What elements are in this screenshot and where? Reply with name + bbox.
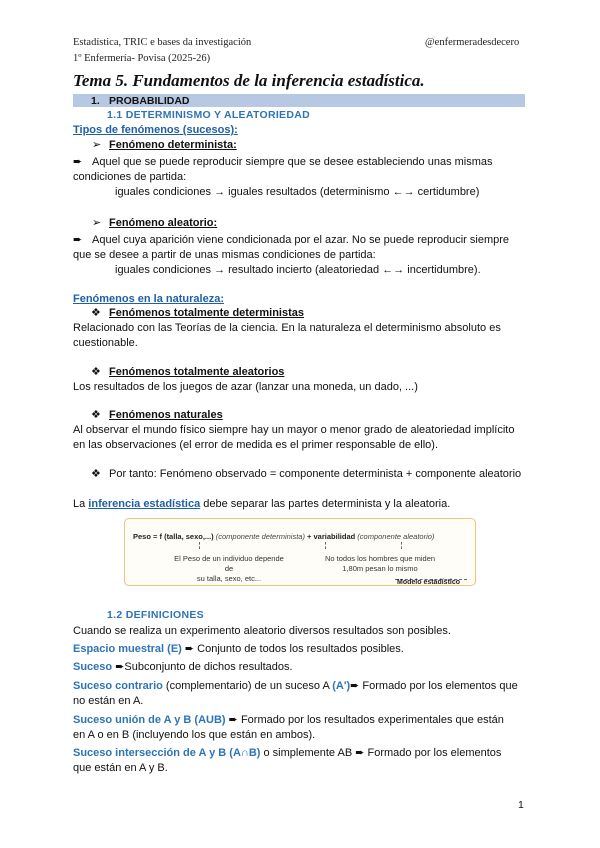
arrow-bullet-icon: ➢ (92, 139, 102, 151)
ale-line1: Aquel cuya aparición viene condicionada por el azar. No se puede reproducir siempre (92, 234, 510, 246)
nat-line1: Al observar el mundo físico siempre hay un mayor o menor grado de aleatoriedad implícito (73, 424, 515, 436)
arrow-bullet-icon: ➢ (92, 217, 102, 229)
nat-line2: en las observaciones (el error de medida es el primer responsable de ello). (73, 439, 439, 451)
ale-heading: Fenómeno aleatorio: (109, 217, 218, 229)
left-note-line1: El Peso de un individuo depende de (174, 554, 284, 573)
esp-text: Conjunto de todos los resultados posibles. (197, 643, 404, 655)
nat-heading: Fenómenos naturales (109, 409, 223, 421)
eq-comp-ale: (componente aleatorio) (357, 532, 435, 541)
suc-term: Suceso (73, 661, 113, 673)
inferencia-post: debe separar las partes determinista y la aleatoria. (200, 498, 451, 510)
header-course: Estadística, TRIC e bases da investigación (73, 37, 252, 48)
ale-line2: que se desee a partir de unas mismas condiciones de partida: (73, 249, 376, 261)
hand-bullet-icon: ➨ (355, 747, 365, 759)
uni-text2: en A o en B (incluyendo los que están en ambos). (73, 729, 316, 741)
hand-bullet-icon: ➨ (228, 714, 238, 726)
right-note-line2: 1,80m pesan lo mismo (342, 564, 418, 573)
con-sym: (A') (332, 680, 351, 692)
star-bullet-icon: ❖ (91, 409, 101, 421)
tipos-heading: Tipos de fenómenos (sucesos): (73, 124, 238, 136)
eq-peso: Peso (133, 532, 151, 541)
star-bullet-icon: ❖ (91, 366, 101, 378)
connector-line (325, 542, 326, 549)
connector-line (401, 542, 402, 549)
page-title: Tema 5. Fundamentos de la inferencia estadística. (73, 71, 425, 90)
model-equation (133, 532, 434, 541)
uni-text1: Formado por los resultados experimentales que están (240, 714, 504, 726)
inferencia-line (73, 497, 450, 512)
hand-bullet-icon: ➨ (73, 234, 83, 246)
con-term: Suceso contrario (73, 680, 163, 692)
por-tanto-line: Por tanto: Fenómeno observado = componente determinista + componente aleatorio (109, 468, 522, 480)
def-interseccion (73, 746, 501, 761)
int-text1: o simplemente AB (260, 747, 356, 759)
det-line3: iguales condiciones → iguales resultados (determinismo ←→ certidumbre) (115, 186, 480, 198)
det-line1: Aquel que se puede reproducir siempre que se desee estableciendo unas mismas (92, 156, 493, 168)
diagram-caption: Modelo estadístico (397, 579, 461, 586)
tot-det-line1: Relacionado con las Teorías de la ciencia. En la naturaleza el determinismo absoluto es (73, 322, 501, 334)
tot-det-heading: Fenómenos totalmente deterministas (109, 307, 304, 319)
statistical-model-diagram (124, 518, 476, 586)
suc-text: Subconjunto de dichos resultados. (124, 661, 293, 673)
eq-comp-det: (componente determinista) (215, 532, 305, 541)
section-number: 1. (91, 95, 100, 107)
right-note (321, 554, 439, 574)
det-heading: Fenómeno determinista: (109, 139, 237, 151)
tot-ale-line1: Los resultados de los juegos de azar (lanzar una moneda, un dado, ...) (73, 381, 418, 393)
page-number: 1 (518, 799, 524, 811)
connector-line (199, 542, 200, 549)
uni-term: Suceso unión de A y B (AUB) (73, 714, 226, 726)
ale-line3: iguales condiciones → resultado incierto (aleatoriedad ←→ incertidumbre). (115, 264, 481, 276)
inferencia-link[interactable]: inferencia estadística (88, 498, 201, 510)
int-term: Suceso intersección de A y B (A∩B) (73, 747, 261, 759)
esp-term: Espacio muestral (E) (73, 643, 182, 655)
subsection-1-2: 1.2 DEFINICIONES (107, 609, 204, 621)
right-note-line1: No todos los hombres que miden (324, 554, 436, 563)
con-text2: no están en A. (73, 695, 144, 707)
def-contrario (73, 679, 518, 694)
star-bullet-icon: ❖ (91, 468, 101, 480)
eq-f: = f (talla, sexo,...) (150, 532, 216, 541)
def-espacio-muestral (73, 642, 404, 657)
eq-var: + variabilidad (304, 532, 358, 541)
header-author: @enfermeradesdecero (425, 37, 520, 48)
int-text2: que están en A y B. (73, 762, 168, 774)
con-mid: (complementario) de un suceso A (162, 680, 333, 692)
hand-bullet-icon: ➨ (350, 680, 360, 692)
naturaleza-heading: Fenómenos en la naturaleza: (73, 293, 224, 305)
tot-det-line2: cuestionable. (73, 337, 138, 349)
hand-bullet-icon: ➨ (73, 156, 83, 168)
section-title: PROBABILIDAD (109, 95, 190, 107)
def-union (73, 713, 504, 728)
det-line2: condiciones de partida: (73, 171, 187, 183)
def-suceso (73, 660, 293, 675)
subsection-1-1: 1.1 DETERMINISMO Y ALEATORIEDAD (107, 109, 310, 121)
hand-bullet-icon: ➨ (184, 643, 195, 655)
header-group: 1º Enfermería- Povisa (2025-26) (73, 53, 211, 64)
inferencia-pre: La (73, 498, 89, 510)
con-text1: Formado por los elementos que (362, 680, 518, 692)
left-note-line2: su talla, sexo, etc... (196, 574, 262, 583)
star-bullet-icon: ❖ (91, 307, 101, 319)
hand-bullet-icon: ➨ (115, 661, 125, 673)
int-text1b: Formado por los elementos (367, 747, 502, 759)
defs-intro: Cuando se realiza un experimento aleatorio diversos resultados son posibles. (73, 625, 451, 637)
left-note (173, 554, 285, 584)
tot-ale-heading: Fenómenos totalmente aleatorios (109, 366, 285, 378)
